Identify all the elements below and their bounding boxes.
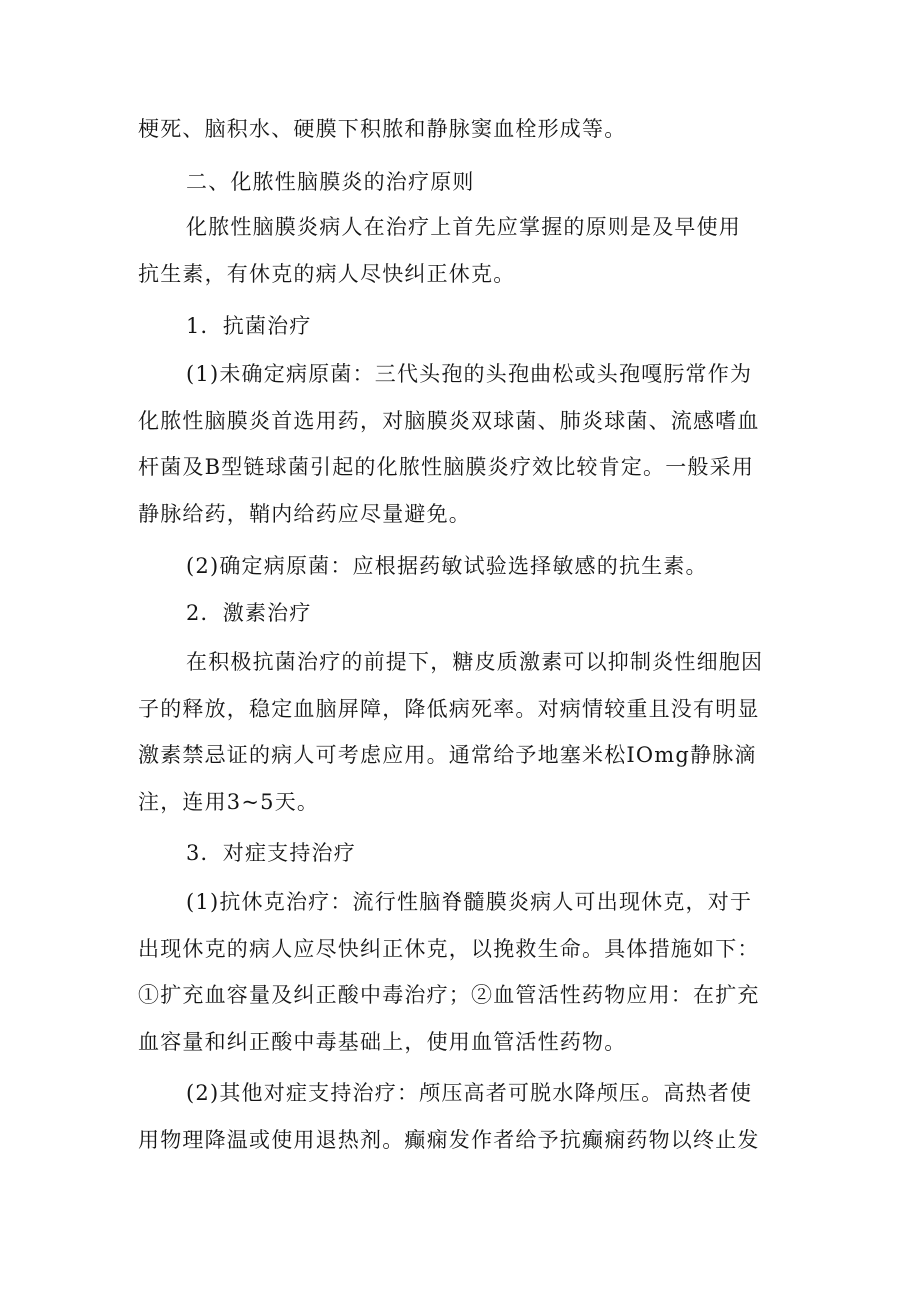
text-line: (2)确定病原菌：应根据药敏试验选择敏感的抗生素。 [186, 554, 708, 578]
text-line: ①扩充血容量及纠正酸中毒治疗；②血管活性药物应用：在扩充 [138, 983, 760, 1008]
text-line: 化脓性脑膜炎病人在治疗上首先应掌握的原则是及早使用 [186, 215, 741, 239]
paragraph-undetermined-pathogen [138, 351, 788, 537]
text-line: 杆菌及B型链球菌引起的化脓性脑膜炎疗效比较肯定。一般采用 [138, 455, 755, 480]
text-line: 静脉给药，鞘内给药应尽量避免。 [138, 501, 471, 526]
text-line: 激素禁忌证的病人可考虑应用。通常给予地塞米松IOmg静脉滴 [138, 743, 757, 768]
heading-text: 2．激素治疗 [186, 601, 312, 625]
paragraph-anti-shock [138, 879, 788, 1065]
section-heading-treatment-principles [186, 159, 475, 206]
paragraph-hormone-therapy [138, 639, 788, 825]
text-line: 注，连用3~5天。 [138, 789, 320, 814]
subheading-hormone [186, 590, 312, 637]
heading-text: 1．抗菌治疗 [186, 314, 312, 338]
text-line: 子的释放，稳定血脑屏障，降低病死率。对病情较重且没有明显 [138, 696, 760, 721]
paragraph-complications-end [138, 106, 788, 153]
paragraph-principles [138, 204, 788, 297]
text-line: (2)其他对症支持治疗：颅压高者可脱水降颅压。高热者使 [186, 1081, 753, 1105]
text-line: (1)未确定病原菌：三代头孢的头孢曲松或头孢嘎肟常作为 [186, 362, 753, 386]
text-line: 用物理降温或使用退热剂。癫痫发作者给予抗癫痫药物以终止发 [138, 1127, 760, 1152]
subheading-antibacterial [186, 303, 312, 350]
subheading-supportive [186, 830, 356, 877]
text-line: 化脓性脑膜炎首选用药，对脑膜炎双球菌、肺炎球菌、流感嗜血 [138, 408, 760, 433]
text-line: 抗生素，有休克的病人尽快纠正休克。 [138, 261, 516, 286]
heading-text: 3．对症支持治疗 [186, 841, 356, 865]
text-line: 在积极抗菌治疗的前提下，糖皮质激素可以抑制炎性细胞因 [186, 650, 764, 674]
text-line: 血容量和纠正酸中毒基础上，使用血管活性药物。 [138, 1029, 627, 1054]
paragraph-other-supportive [138, 1070, 788, 1163]
text-line: 梗死、脑积水、硬膜下积脓和静脉窦血栓形成等。 [138, 117, 627, 141]
heading-text: 二、化脓性脑膜炎的治疗原则 [186, 170, 475, 194]
text-line: 出现休克的病人应尽快纠正休克，以挽救生命。具体措施如下： [138, 936, 760, 961]
text-line: (1)抗休克治疗：流行性脑脊髓膜炎病人可出现休克，对于 [186, 890, 753, 914]
paragraph-determined-pathogen [138, 543, 788, 590]
